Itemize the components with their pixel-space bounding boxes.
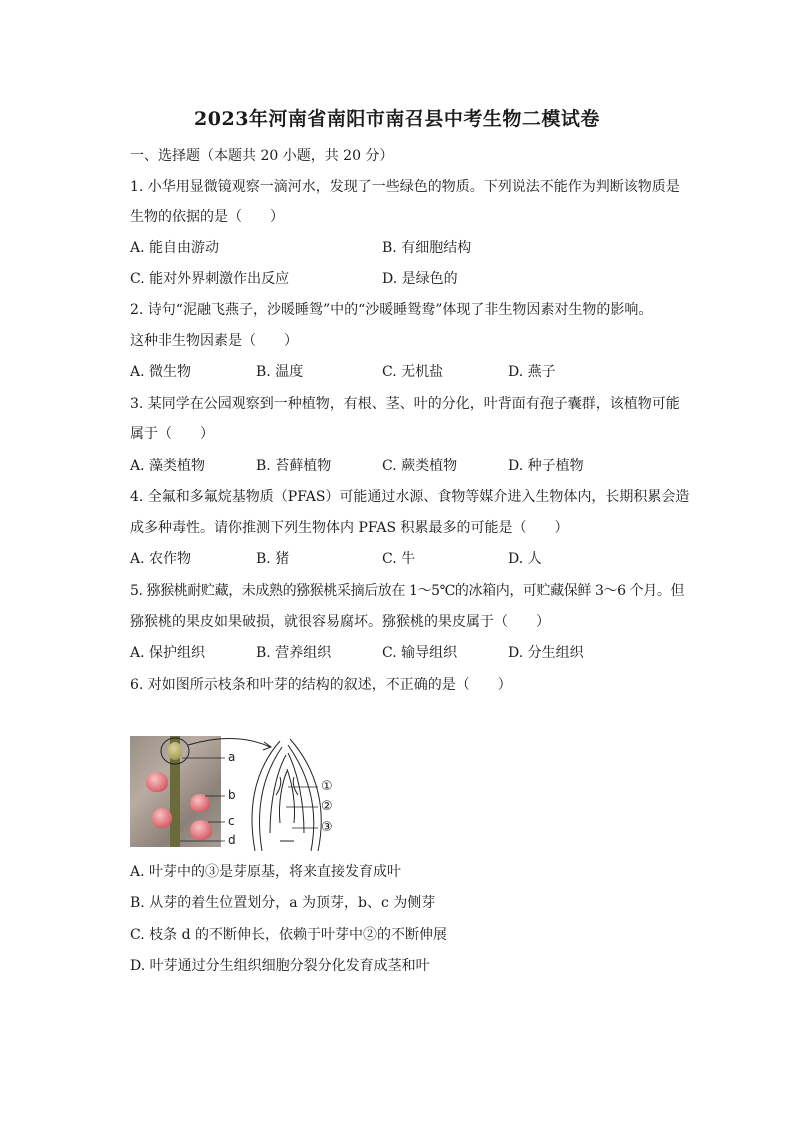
q2-option-a: A. 微生物 <box>130 364 192 380</box>
q6-option-a: A. 叶芽中的③是芽原基，将来直接发育成叶 <box>130 864 402 880</box>
page-title: 2023年河南省南阳市南召县中考生物二模试卷 <box>194 108 600 130</box>
q3-option-a: A. 藻类植物 <box>130 458 206 474</box>
q3-option-b: B. 苔藓植物 <box>256 458 332 474</box>
question-3-stem: 3. 某同学在公园观察到一种植物，有根、茎、叶的分化，叶背面有孢子囊群，该植物可能 <box>130 396 680 412</box>
label-a: a <box>228 750 236 764</box>
question-1-stem: 1. 小华用显微镜观察一滴河水，发现了一些绿色的物质。下列说法不能作为判断该物质是 <box>130 179 680 195</box>
q2-option-b: B. 温度 <box>256 364 304 380</box>
label-b: b <box>228 788 236 802</box>
q3-option-c: C. 蕨类植物 <box>382 458 458 474</box>
question-3-stem-cont: 属于（ ） <box>130 426 214 442</box>
q1-option-a: A. 能自由游动 <box>130 240 220 256</box>
q6-option-d: D. 叶芽通过分生组织细胞分裂分化发育成茎和叶 <box>130 958 430 974</box>
q5-option-a: A. 保护组织 <box>130 645 206 661</box>
q4-option-b: B. 猪 <box>256 551 290 567</box>
question-5-stem: 5. 猕猴桃耐贮藏，未成熟的猕猴桃采摘后放在 1～5℃的冰箱内，可贮藏保鲜 3～6 个月。但 <box>130 583 685 599</box>
q2-option-d: D. 燕子 <box>508 364 556 380</box>
q5-option-c: C. 输导组织 <box>382 645 458 661</box>
q5-option-b: B. 营养组织 <box>256 645 332 661</box>
question-2-stem: 2. 诗句“泥融飞燕子，沙暖睡鸳”中的“沙暖睡鸳鸯”体现了非生物因素对生物的影响。 <box>130 302 653 318</box>
arrow-line <box>188 738 270 747</box>
q6-option-c: C. 枝条 d 的不断伸长，依赖于叶芽中②的不断伸展 <box>130 927 447 943</box>
question-5-stem-cont: 猕猴桃的果皮如果破损，就很容易腐坏。猕猴桃的果皮属于（ ） <box>130 614 550 630</box>
q4-option-c: C. 牛 <box>382 551 416 567</box>
q1-option-b: B. 有细胞结构 <box>382 240 472 256</box>
section-heading: 一、选择题（本题共 20 小题，共 20 分） <box>130 148 394 164</box>
label-1: ① <box>321 779 333 794</box>
q4-option-d: D. 人 <box>508 551 542 567</box>
question-1-stem-cont: 生物的依据的是（ ） <box>130 209 284 225</box>
label-3: ③ <box>321 820 333 835</box>
label-c: c <box>228 814 235 828</box>
q5-option-d: D. 分生组织 <box>508 645 584 661</box>
q6-option-b: B. 从芽的着生位置划分，a 为顶芽，b、c 为侧芽 <box>130 895 436 911</box>
label-d: d <box>228 833 236 847</box>
label-2: ② <box>321 799 333 814</box>
q1-option-c: C. 能对外界刺激作出反应 <box>130 271 290 287</box>
bud-section <box>252 739 321 851</box>
question-4-stem: 4. 全氟和多氟烷基物质（PFAS）可能通过水源、食物等媒介进入生物体内，长期积累会造 <box>130 489 690 505</box>
q2-option-c: C. 无机盐 <box>382 364 444 380</box>
branch-bud-figure <box>130 733 340 851</box>
highlight-circle <box>161 738 189 764</box>
question-2-stem-cont: 这种非生物因素是（ ） <box>130 333 298 349</box>
q1-option-d: D. 是绿色的 <box>382 271 458 287</box>
q4-option-a: A. 农作物 <box>130 551 192 567</box>
question-6-stem: 6. 对如图所示枝条和叶芽的结构的叙述，不正确的是（ ） <box>130 677 512 693</box>
question-4-stem-cont: 成多种毒性。请你推测下列生物体内 PFAS 积累最多的可能是（ ） <box>130 520 569 536</box>
q3-option-d: D. 种子植物 <box>508 458 584 474</box>
